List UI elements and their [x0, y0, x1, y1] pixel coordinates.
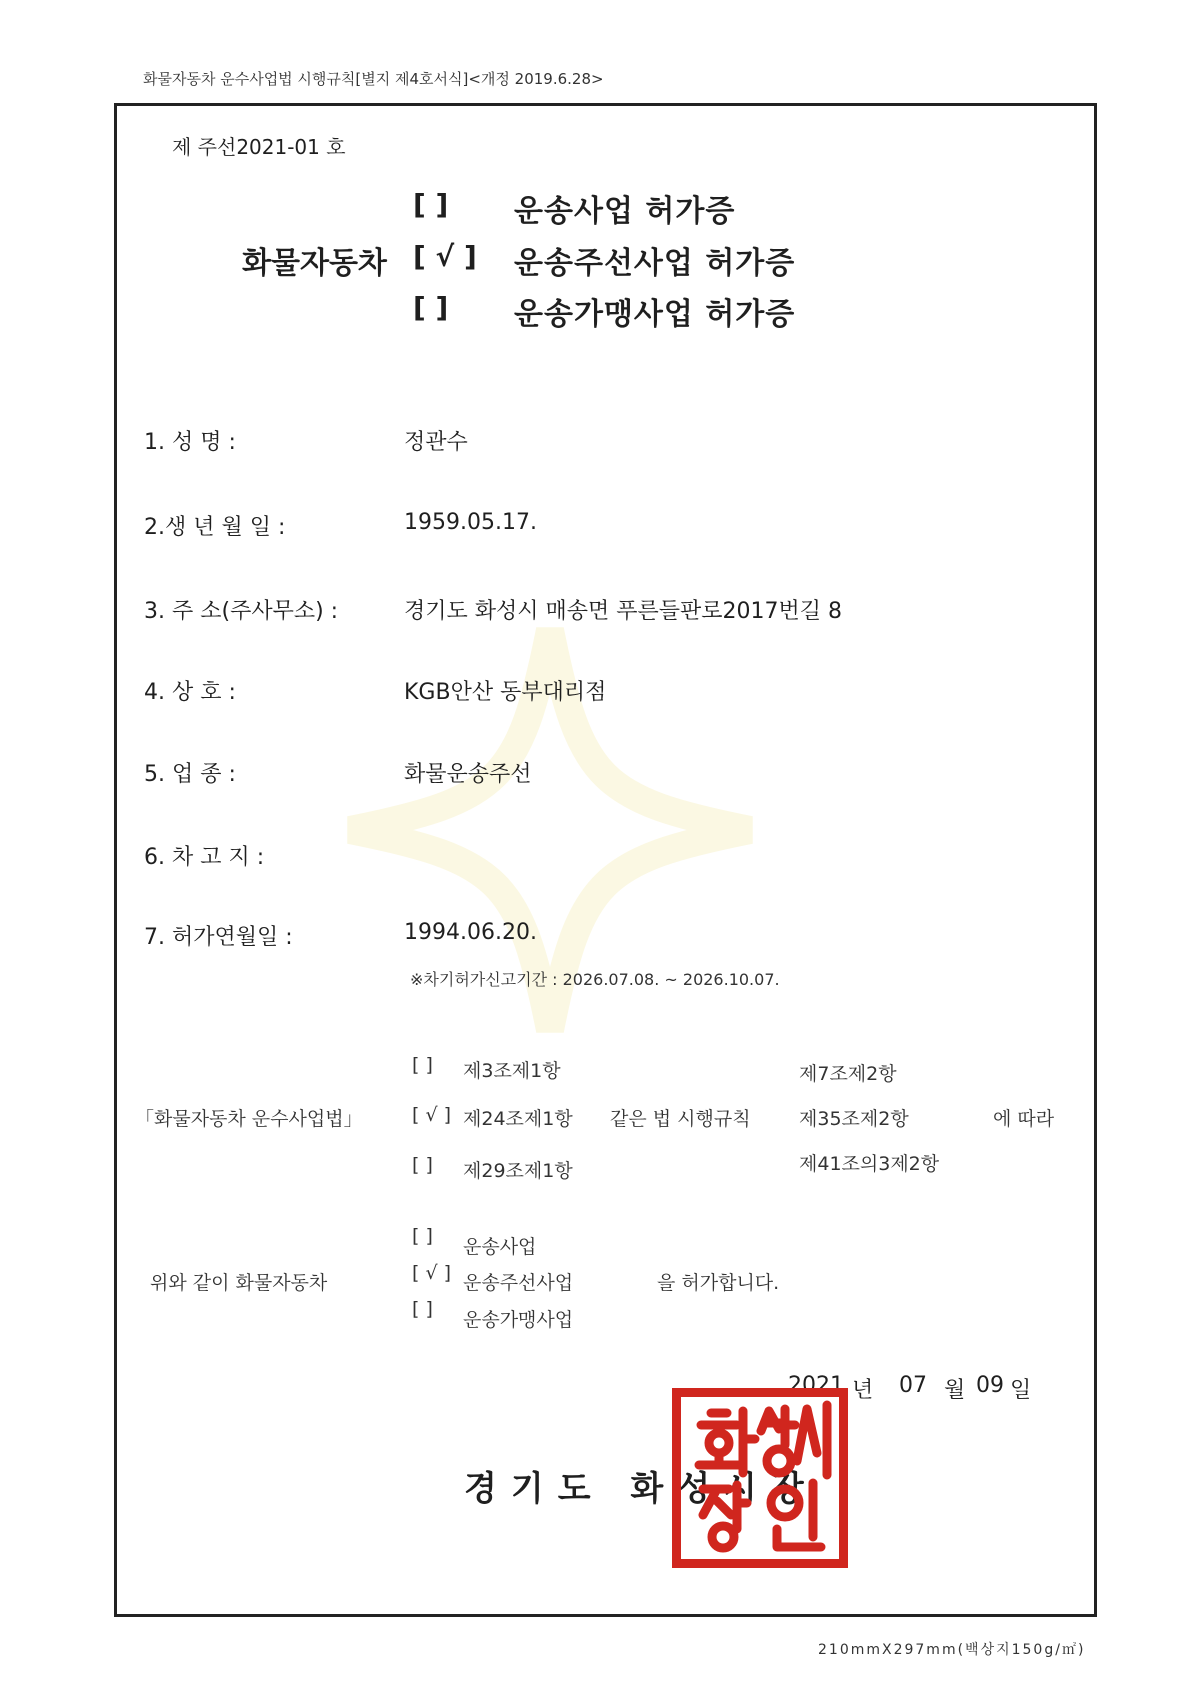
issue-day: 09: [976, 1373, 1004, 1398]
permit-suffix: 을 허가합니다.: [657, 1272, 780, 1294]
renewal-note: ※차기허가신고기간 : 2026.07.08. ~ 2026.10.07.: [410, 970, 780, 989]
rule-article: 제41조의3제2항: [799, 1153, 940, 1175]
issue-month: 07: [899, 1373, 927, 1398]
title-option-mark: [ √ ]: [413, 240, 477, 273]
law-connector: 같은 법 시행규칙: [610, 1108, 751, 1130]
title-option-label: 운송주선사업 허가증: [514, 246, 796, 281]
permit-option-mark: [ ]: [412, 1298, 433, 1320]
issue-year-unit: 년: [852, 1378, 874, 1403]
field-value-business-name: KGB안산 동부대리점: [404, 680, 607, 705]
issue-year: 2021: [788, 1373, 844, 1398]
law-article-label: 제3조제1항: [463, 1060, 561, 1082]
field-value-address: 경기도 화성시 매송면 푸른들판로2017번길 8: [404, 599, 842, 624]
field-label-name: 1. 성 명 :: [144, 430, 236, 455]
field-value-name: 정관수: [404, 430, 468, 455]
title-option-mark: [ ]: [413, 188, 449, 221]
rule-article: 제35조제2항: [799, 1108, 909, 1130]
law-article-mark: [ √ ]: [412, 1104, 452, 1126]
law-prefix: 「화물자동차 운수사업법」: [135, 1108, 363, 1130]
field-value-business-type: 화물운송주선: [404, 762, 532, 787]
law-article-mark: [ ]: [412, 1054, 433, 1076]
issue-day-unit: 일: [1010, 1378, 1032, 1403]
title-option-label: 운송가맹사업 허가증: [514, 297, 796, 332]
issue-month-unit: 월: [944, 1378, 966, 1403]
title-option-mark: [ ]: [413, 291, 449, 324]
law-article-label: 제24조제1항: [463, 1108, 573, 1130]
law-suffix: 에 따라: [993, 1108, 1055, 1130]
official-seal-stamp: [672, 1388, 848, 1568]
field-label-garage: 6. 차 고 지 :: [144, 845, 265, 870]
document-number: 제 주선2021-01 호: [172, 135, 346, 159]
law-article-mark: [ ]: [412, 1154, 433, 1176]
law-article-label: 제29조제1항: [463, 1160, 573, 1182]
paper-spec: 210mmX297mm(백상지150g/㎡): [818, 1642, 1086, 1658]
field-label-address: 3. 주 소(주사무소) :: [144, 599, 339, 624]
permit-prefix: 위와 같이 화물자동차: [150, 1272, 328, 1294]
permit-option-label: 운송주선사업: [463, 1272, 574, 1294]
field-label-business-name: 4. 상 호 :: [144, 680, 236, 705]
field-label-permit-date: 7. 허가연월일 :: [144, 925, 293, 950]
form-reference: 화물자동차 운수사업법 시행규칙[별지 제4호서식]<개정 2019.6.28>: [143, 70, 604, 88]
field-label-birthdate: 2.생 년 월 일 :: [144, 515, 286, 540]
title-option-label: 운송사업 허가증: [514, 194, 736, 229]
field-value-birthdate: 1959.05.17.: [404, 510, 537, 535]
rule-article: 제7조제2항: [799, 1063, 897, 1085]
field-label-business-type: 5. 업 종 :: [144, 762, 236, 787]
permit-option-mark: [ √ ]: [412, 1262, 452, 1284]
issuer-name: 경기도 화성시장: [464, 1469, 818, 1509]
field-value-permit-date: 1994.06.20.: [404, 920, 537, 945]
title-prefix: 화물자동차: [242, 246, 387, 281]
permit-option-label: 운송사업: [463, 1236, 537, 1258]
permit-option-label: 운송가맹사업: [463, 1309, 574, 1331]
permit-option-mark: [ ]: [412, 1225, 433, 1247]
